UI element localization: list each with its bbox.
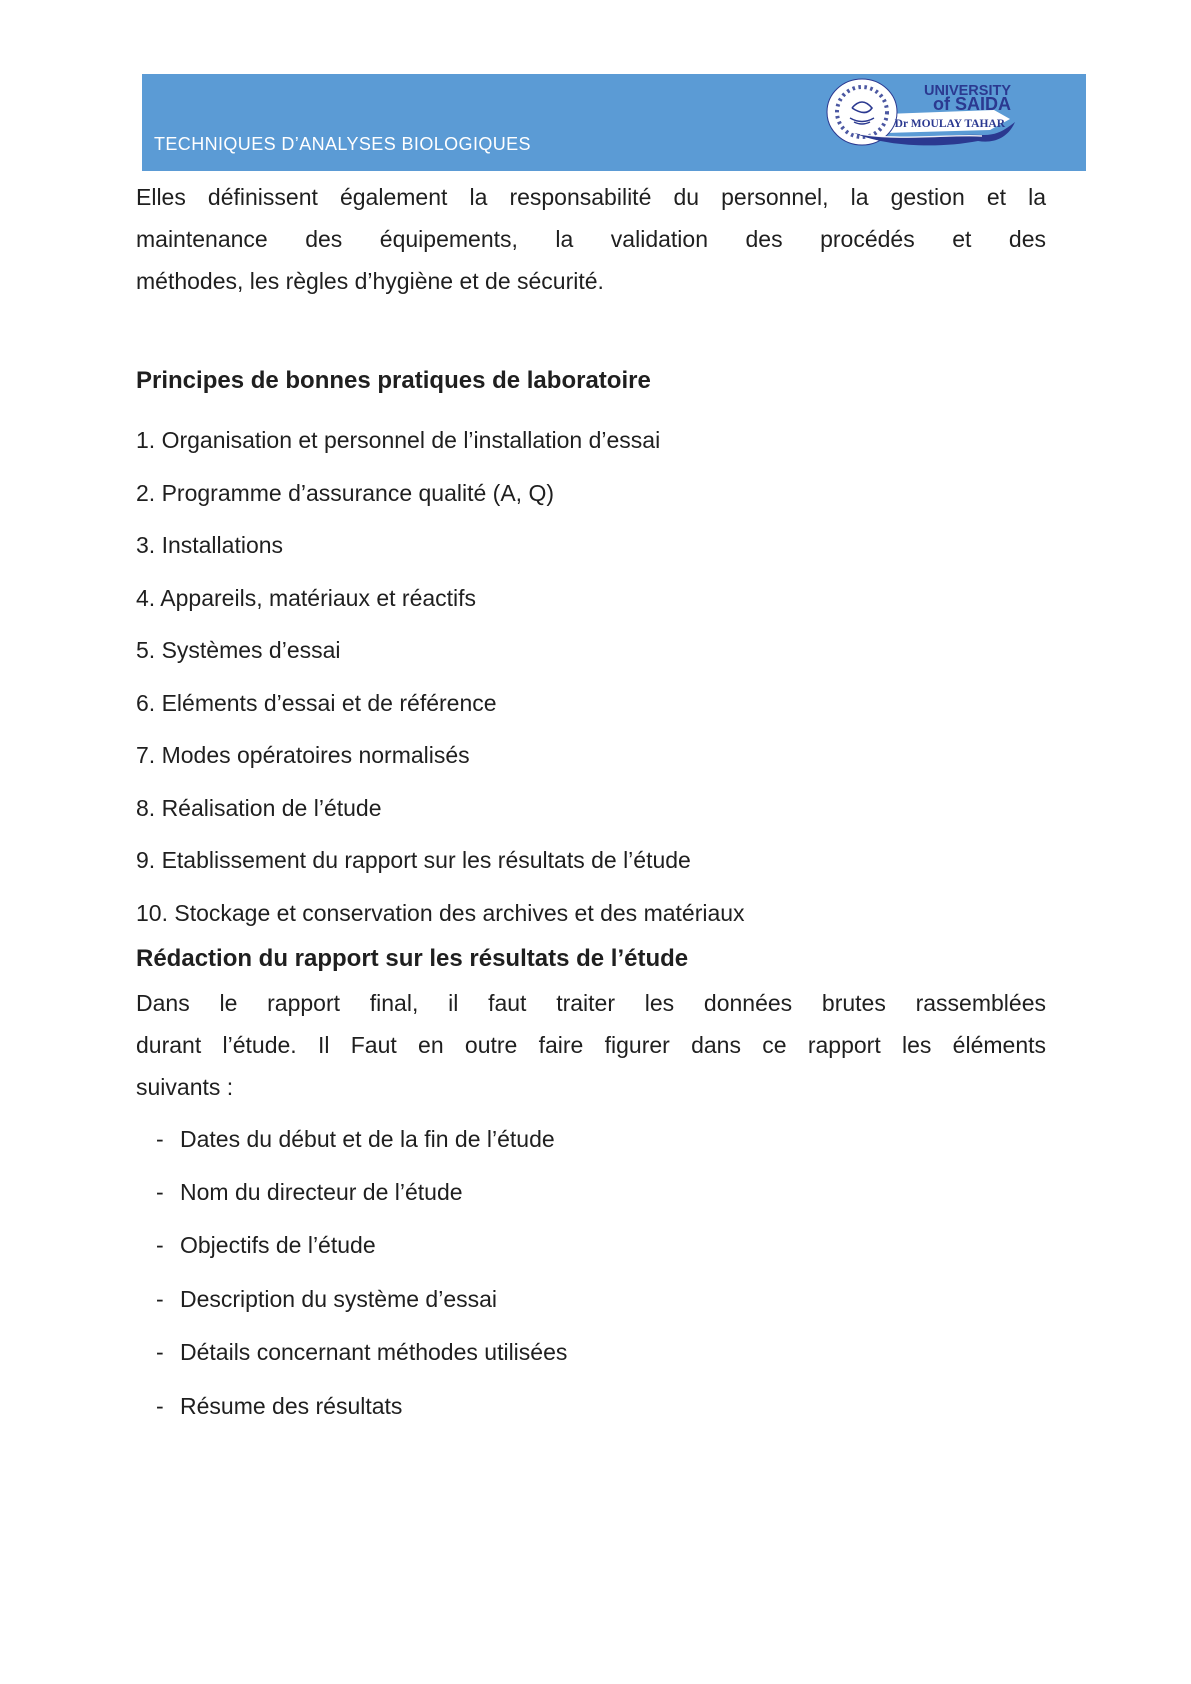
list-item bbox=[136, 1219, 1046, 1272]
paragraph-line: méthodes, les règles d’hygiène et de sécurité. bbox=[136, 268, 604, 294]
university-logo bbox=[826, 78, 1018, 150]
list-item bbox=[136, 1379, 1046, 1432]
bullet-text: Description du système d’essai bbox=[180, 1285, 498, 1312]
logo-text-moulay-tahar: Dr MOULAY TAHAR bbox=[894, 118, 1005, 130]
bullet-text: Objectifs de l’étude bbox=[180, 1232, 376, 1259]
bullet-text: Détails concernant méthodes utilisées bbox=[180, 1339, 568, 1366]
list-item: 9. Etablissement du rapport sur les résultats de l’étude bbox=[136, 847, 691, 874]
bullet-text: Nom du directeur de l’étude bbox=[180, 1179, 463, 1206]
dash-marker: - bbox=[156, 1232, 164, 1259]
list-item: 6. Eléments d’essai et de référence bbox=[136, 689, 497, 716]
paragraph-line: Elles définissent également la responsabilité du personnel, la gestion et la bbox=[136, 184, 1046, 210]
page-title: TECHNIQUES D’ANALYSES BIOLOGIQUES bbox=[154, 134, 531, 154]
header-bar bbox=[142, 74, 1086, 171]
list-item bbox=[136, 1112, 1046, 1165]
dash-marker: - bbox=[156, 1285, 164, 1312]
list-item bbox=[136, 1326, 1046, 1379]
section-heading-principles: Principes de bonnes pratiques de laboratoire bbox=[136, 367, 651, 394]
dash-marker: - bbox=[156, 1125, 164, 1152]
bullet-text: Dates du début et de la fin de l’étude bbox=[180, 1125, 555, 1152]
dash-marker: - bbox=[156, 1392, 164, 1419]
list-item: 4. Appareils, matériaux et réactifs bbox=[136, 584, 477, 611]
list-item: 10. Stockage et conservation des archives et des matériaux bbox=[136, 899, 745, 926]
section-heading-report: Rédaction du rapport sur les résultats de l’étude bbox=[136, 945, 689, 972]
paragraph-line: maintenance des équipements, la validation des procédés et des bbox=[136, 226, 1046, 252]
dash-marker: - bbox=[156, 1339, 164, 1366]
list-item: 3. Installations bbox=[136, 532, 284, 559]
report-bullet-list bbox=[136, 1112, 1046, 1432]
paragraph-line: suivants : bbox=[136, 1074, 234, 1100]
logo-text-university: UNIVERSITY bbox=[923, 83, 1011, 99]
logo-text-of-saida: of SAIDA bbox=[933, 94, 1011, 114]
list-item: 7. Modes opératoires normalisés bbox=[136, 742, 470, 769]
dash-marker: - bbox=[156, 1179, 164, 1206]
report-paragraph bbox=[136, 982, 1046, 1108]
intro-paragraph bbox=[136, 176, 1046, 302]
paragraph-line: Dans le rapport final, il faut traiter les données brutes rassemblées bbox=[136, 990, 1046, 1016]
paragraph-line: durant l’étude. Il Faut en outre faire figurer dans ce rapport les éléments bbox=[136, 1032, 1046, 1058]
list-item: 2. Programme d’assurance qualité (A, Q) bbox=[136, 479, 555, 506]
list-item: 8. Réalisation de l’étude bbox=[136, 794, 382, 821]
list-item bbox=[136, 1165, 1046, 1218]
list-item: 5. Systèmes d’essai bbox=[136, 637, 341, 664]
list-item bbox=[136, 1272, 1046, 1325]
bullet-text: Résume des résultats bbox=[180, 1392, 403, 1419]
list-item: 1. Organisation et personnel de l’installation d’essai bbox=[136, 427, 661, 454]
principles-list bbox=[136, 414, 1046, 939]
